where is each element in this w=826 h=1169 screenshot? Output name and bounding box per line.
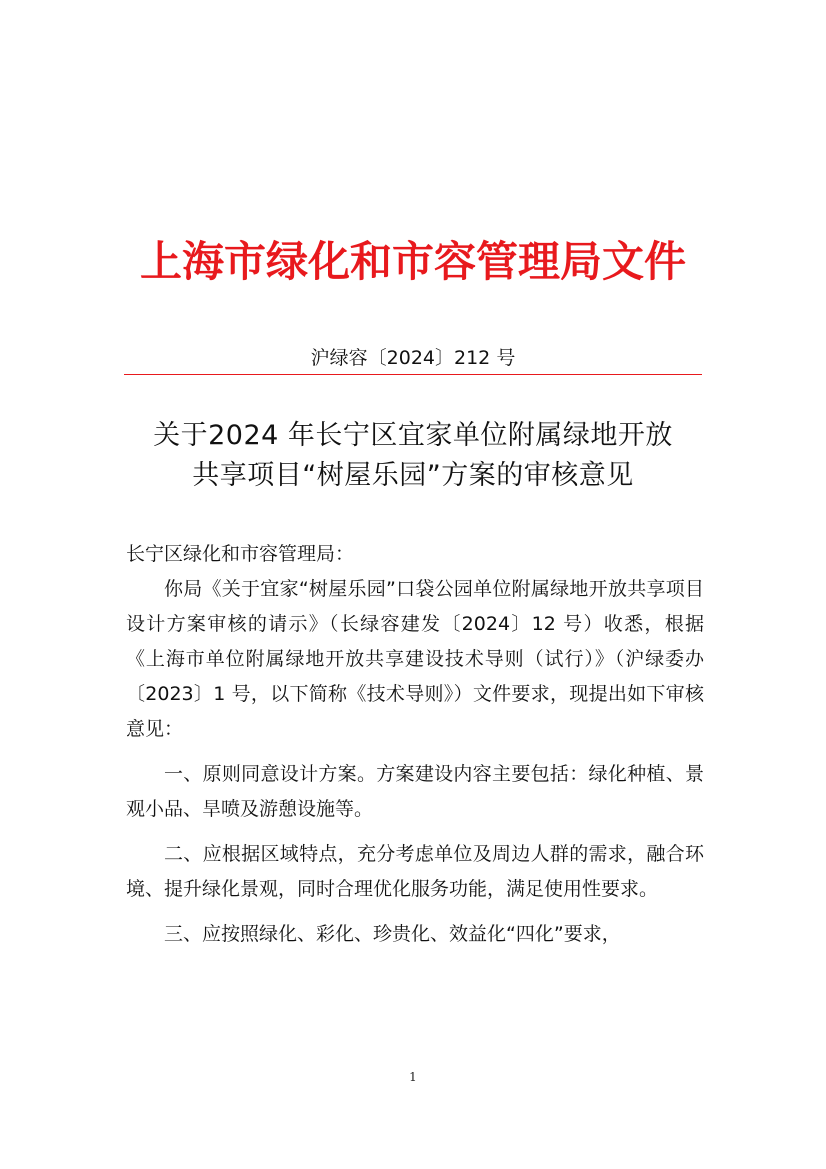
document-header-title: 上海市绿化和市容管理局文件 xyxy=(139,237,686,286)
body-paragraph: 三、应按照绿化、彩化、珍贵化、效益化“四化”要求， xyxy=(164,923,621,945)
document-title-line-1: 关于2024 年长宁区宜家单位附属绿地开放 xyxy=(153,420,673,451)
addressee: 长宁区绿化和市容管理局： xyxy=(126,543,355,565)
header-divider xyxy=(124,374,702,375)
body-paragraph: 你局《关于宜家“树屋乐园”口袋公园单位附属绿地开放共享项目设计方案审核的请示》（长绿容建发〔2024〕12 号）收悉，根据《上海市单位附属绿地开放共享建设技术导则（试行）》（沪绿委办〔2023〕1 号，以下简称《技术导则》）文件要求，现提出如下审核意见： xyxy=(126,578,704,740)
document-title xyxy=(110,416,716,496)
body-paragraph: 一、原则同意设计方案。方案建设内容主要包括：绿化种植、景观小品、旱喷及游憩设施等。 xyxy=(126,763,704,820)
page-number: 1 xyxy=(409,1070,417,1084)
document-body xyxy=(126,537,704,952)
document-title-line-2: 共享项目“树屋乐园”方案的审核意见 xyxy=(192,460,634,491)
document-number: 沪绿容〔2024〕212 号 xyxy=(310,347,516,369)
body-paragraph: 二、应根据区域特点，充分考虑单位及周边人群的需求，融合环境、提升绿化景观，同时合理优化服务功能，满足使用性要求。 xyxy=(126,843,704,900)
